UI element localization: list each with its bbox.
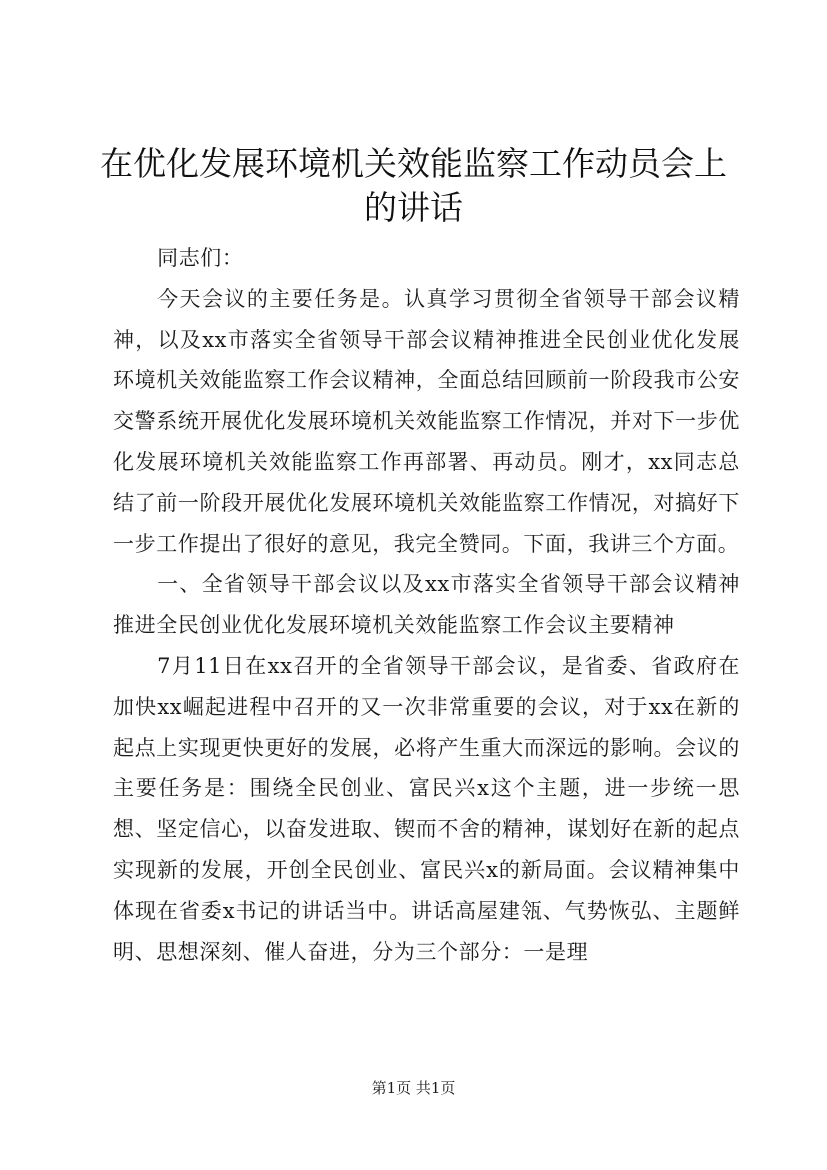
greeting-paragraph: 同志们： — [157, 246, 244, 270]
section-heading-paragraph: 一、全省领导干部会议以及xx市落实全省领导干部会议精神推进全民创业优化发展环境机关效能监察工作会议主要精神 — [113, 572, 740, 638]
meeting-paragraph: 7月11日在xx召开的全省领导干部会议，是省委、省政府在加快xx崛起进程中召开的又一次非常重要的会议，对于xx在新的起点上实现更快更好的发展，必将产生重大而深远的影响。会议的主要任务是：围绕全民创业、富民兴x这个主题，进一步统一思想、坚定信心，以奋发进取、锲而不舍的精神，谋划好在新的起点实现新的发展，开创全民创业、富民兴x的新局面。会议精神集中体现在省委x书记的讲话当中。讲话高屋建瓴、气势恢弘、主题鲜明、思想深刻、催人奋进，分为三个部分：一是理 — [113, 653, 740, 964]
page-footer: 第1页 共1页 — [371, 1079, 456, 1097]
document-body — [113, 238, 740, 972]
document-title: 在优化发展环境机关效能监察工作动员会上的讲话 — [100, 144, 727, 227]
intro-paragraph: 今天会议的主要任务是。认真学习贯彻全省领导干部会议精神，以及xx市落实全省领导干部会议精神推进全民创业优化发展环境机关效能监察工作会议精神，全面总结回顾前一阶段我市公安交警系统开展优化发展环境机关效能监察工作情况，并对下一步优化发展环境机关效能监察工作再部署、再动员。刚才，xx同志总结了前一阶段开展优化发展环境机关效能监察工作情况，对搞好下一步工作提出了很好的意见，我完全赞同。下面，我讲三个方面。 — [113, 286, 740, 556]
